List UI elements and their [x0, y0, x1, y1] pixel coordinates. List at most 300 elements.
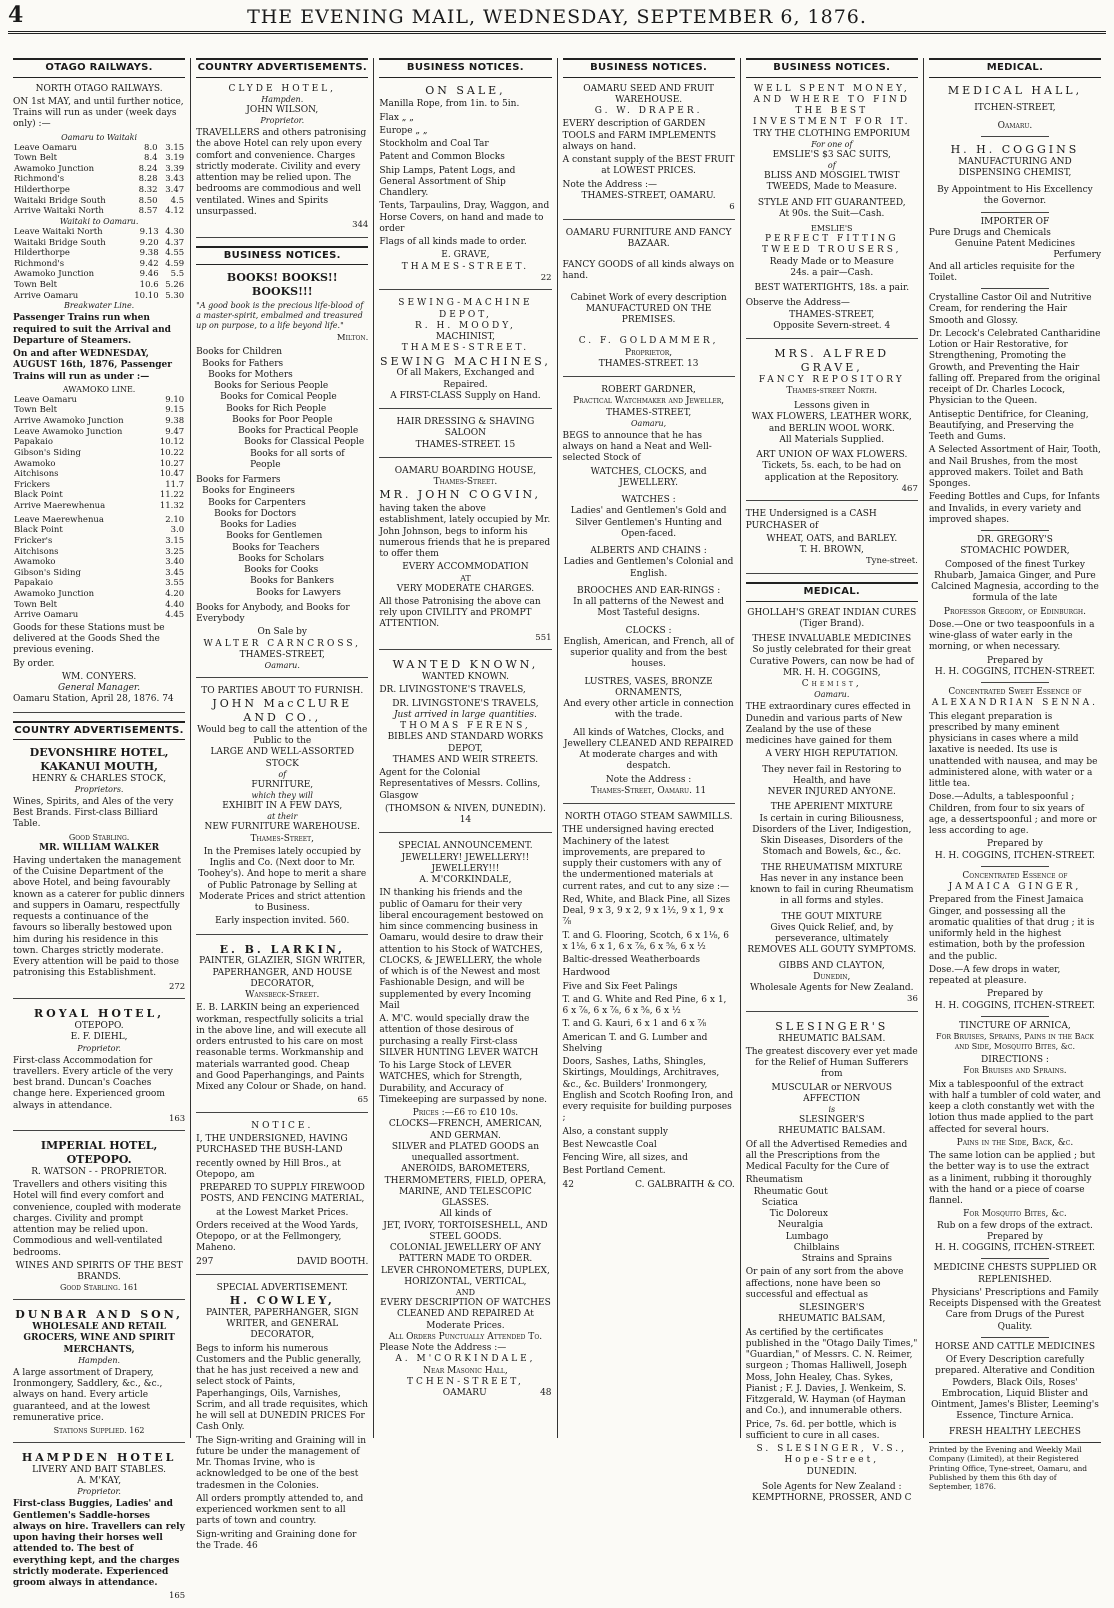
- ad-text: They never fail in Restoring to Health, and have: [762, 764, 902, 786]
- ad-text: AND: [455, 1288, 476, 1297]
- jewellery-ad: [379, 841, 551, 1405]
- medical-hall-ad: [929, 84, 1101, 1498]
- ad-text: THE extraordinary cures effected in Dunedin and various parts of New Zealand by the use of these medicines have gained for them: [745, 702, 911, 746]
- section-head: BUSINESS NOTICES.: [746, 58, 918, 78]
- ad-text: So justly celebrated for their great Curative Powers, can now be had of: [749, 645, 914, 667]
- section-head: BUSINESS NOTICES.: [196, 246, 368, 266]
- ad-text: Orders received at the Wood Yards, Otepopo, or at the Fellmongery, Maheno.: [196, 1220, 359, 1254]
- list-item: T. and G. Flooring, Scotch, 6 x 1⅛, 6 x 1⅛, 6 x 1, 6 x ⅞, 6 x ⅝, 6 x ½: [562, 930, 729, 952]
- column-6: [924, 58, 1106, 1492]
- ad-text: Or pain of any sort from the above affections, none have been so successful and effectual as: [745, 1267, 904, 1300]
- list-item: Sciatica: [761, 1197, 799, 1208]
- ad-text: ART UNION OF WAX FLOWERS.: [756, 450, 908, 460]
- ad-text: having taken the above establishment, lately occupied by Mr. John Johnson, begs to inform his numerous friends that he is prepared to offer them: [379, 504, 551, 560]
- ad-text: For Mosquito Bites, &c.: [963, 1209, 1067, 1220]
- timetable-row: Town Belt 8.4 3.19: [14, 153, 185, 164]
- list-item: Dr. Lecock's Celebrated Cantharidine Lotion or Hair Restorative, for Strengthening, Promoting the Growth, and Preventing the Hair falling off. Prepared from the original receipt of Dr. Charles Locock, Physician to the Queen.: [928, 328, 1101, 407]
- list-item: Europe „ „: [379, 125, 428, 136]
- list-item: Manilla Rope, from 1in. to 5in.: [379, 99, 520, 110]
- ad-text: And all articles requisite for the Toilet.: [928, 261, 1075, 283]
- ad-text: Stations Supplied. 162: [53, 1426, 145, 1436]
- ad-text: 24s. a pair—Cash.: [790, 267, 874, 278]
- list-item: Tents, Tarpaulins, Dray, Waggon, and Horse Covers, on hand and made to order: [379, 201, 550, 234]
- list-item: Feeding Bottles and Cups, for Infants and Invalids, in every variety and improved shapes.: [928, 492, 1100, 525]
- larkin-ad: [196, 943, 368, 1113]
- ad-trade: Practical Watchmaker and Jeweller,: [573, 396, 725, 407]
- ad-street: THAMES AND WEIR STREETS.: [392, 754, 539, 765]
- ad-sub: ALBERTS AND CHAINS :: [590, 546, 707, 557]
- ad-text: Passenger Trains run when required to suit the Arrival and Departure of Steamers.: [13, 313, 171, 346]
- list-item: Best Portland Cement.: [562, 1166, 666, 1177]
- ad-sub: LUSTRES, VASES, BRONZE ORNAMENTS,: [584, 676, 713, 698]
- ad-text: The same lotion can be applied ; but the better way is to use the extract as a liniment, rubbing it thoroughly with the hand or a piece of coarse flannel.: [928, 1151, 1096, 1206]
- ad-text: Concentrated Essence of: [962, 870, 1068, 881]
- ad-text: Travellers and others visiting this Hotel will find every comfort and convenience, coupled with moderate charges. Civility and prompt attention may be relied upon. Commodious and well-ventilated bedrooms.: [13, 1180, 181, 1258]
- ad-role: Proprietor.: [77, 1043, 121, 1053]
- ad-text: DIRECTIONS :: [981, 1055, 1049, 1065]
- list-item: Hardwood: [562, 968, 611, 979]
- cowley-ad: [196, 1283, 368, 1560]
- ad-text: EMSLIE'S $3 SAC SUITS,: [772, 149, 891, 160]
- ad-text: Prepared by: [986, 989, 1043, 1000]
- list-item: Books for Cooks: [244, 565, 319, 575]
- timetable-row: Awamoko Junction 4.20: [14, 589, 185, 599]
- royal-hotel-ad: [13, 1007, 185, 1131]
- ad-owner: MR. H. H. COGGINS,: [782, 667, 881, 678]
- list-item: Books for Bankers: [250, 576, 334, 587]
- ad-text: Wholesale Agents for New Zealand.: [750, 983, 914, 993]
- ad-text: Of all the Advertised Remedies and all the Prescriptions from the Medical Faculty for the Cure of: [745, 1139, 908, 1173]
- ad-text: Good Stabling.: [68, 832, 130, 842]
- ad-title: NOTICE.: [251, 1120, 314, 1131]
- ad-role: Proprietor.: [260, 116, 305, 125]
- timetable-row: Papakaio 10.12: [14, 437, 185, 448]
- timetable-row: Awamoko Junction 9.46 5.5: [14, 269, 185, 280]
- ad-text: EMSLIE'S: [811, 224, 853, 233]
- list-item: Books for all sorts of People: [250, 448, 345, 470]
- ad-text: HORSE AND CATTLE MEDICINES: [934, 1341, 1096, 1352]
- ad-street: TCHEN-STREET,: [407, 1376, 524, 1387]
- list-item: Flax „ „: [379, 112, 414, 123]
- ad-head: TO PARTIES ABOUT TO FURNISH.: [201, 686, 364, 696]
- timetable-row: Town Belt 4.40: [14, 599, 185, 610]
- ad-text: A. M'C. would specially draw the attention of those desirous of purchasing a really First-class SILVER HUNTING LEVER WATCH: [379, 1014, 539, 1058]
- ad-trade: WHOLESALE AND RETAIL GROCERS, WINE AND SPIRIT MERCHANTS,: [23, 1322, 175, 1355]
- ad-text: This elegant preparation is prescribed by many eminent physicians in cases where a mild laxative is needed. Its use is unattended with nausea, and may be administered alone, with water or a little tea.: [928, 711, 1098, 789]
- timetable-row: Arrive Maerewhenua 11.32: [14, 501, 185, 511]
- quote-author: Milton.: [336, 332, 369, 343]
- ad-text: A large assortment of Drapery, Ironmongery, Saddlery, &c., &c., always on hand. Every article guaranteed, and at the lowest remunerative price.: [13, 1367, 163, 1423]
- ad-text: All orders promptly attended to, and experienced workmen sent to all parts of town and country.: [196, 1493, 364, 1527]
- ad-text: By Appointment to His Excellency the Governor.: [937, 185, 1093, 207]
- ad-text: For Bruises and Sprains.: [963, 1066, 1067, 1077]
- ad-text: Having undertaken the management of the Cuisine Department of the above Hotel, and being favourably known as a caterer for public dinners and suppers in Oamaru, respectfully requests a continuance of the favours so liberally bestowed upon him during his residence in this town. Charges strictly moderate. Every attention will be paid to those patronising this Establishment.: [13, 855, 185, 979]
- ad-title: CLYDE HOTEL,: [228, 83, 337, 94]
- timetable-row: Leave Awamoko Junction 9.47: [14, 426, 185, 437]
- ad-street: THAMES-STREET,: [789, 309, 875, 320]
- ad-street: THAMES-STREET.: [401, 343, 530, 354]
- ad-role: Proprietor.: [77, 1487, 121, 1497]
- ad-text: WATCHES, CLOCKS, and JEWELLERY.: [590, 466, 707, 488]
- ad-street: THAMES-STREET.: [401, 261, 530, 272]
- ad-text: The Sign-writing and Graining will in future be under the management of Mr. Thomas Irvine, who is acknowledged to be one of the best tradesmen in the Colonies.: [196, 1435, 367, 1491]
- list-item: Books for Rich People: [226, 403, 327, 414]
- list-item: Books for Fathers: [202, 358, 284, 369]
- ad-sub: BROOCHES AND EAR-RINGS :: [576, 585, 721, 596]
- list-item: Five and Six Feet Palings: [562, 981, 678, 992]
- ad-text: Early inspection invited. 560.: [215, 916, 350, 927]
- ad-text: SLESINGER'S: [799, 1303, 865, 1314]
- ad-text: Has never in any instance been known to fail in curing Rheumatism in all forms and styles.: [750, 873, 914, 907]
- ad-title: GHOLLAH'S GREAT INDIAN CURES: [747, 607, 917, 618]
- ad-text: Of Every Description carefully prepared. Alterative and Condition Powders, Black Oils, Roses' Embrocation, Liquid Blister and Ointment, James's Blister, Leeming's Essence, Tincture Arnica.: [931, 1355, 1099, 1422]
- section-head: BUSINESS NOTICES.: [563, 58, 735, 78]
- ad-title: JOHN MacCLURE AND CO.,: [212, 697, 353, 724]
- ad-text: KEMPTHORNE, PROSSER, AND C: [752, 1493, 912, 1504]
- ad-text: Dose.—One or two teaspoonfuls in a wine-glass of water early in the morning, or when necessary.: [928, 619, 1095, 653]
- ad-text: is: [828, 1105, 836, 1115]
- list-item: Antiseptic Dentifrice, for Cleaning, Beautifying, and Preserving the Teeth and Gums.: [928, 409, 1089, 442]
- ad-owner: A. M'CORKINDALE,: [419, 875, 512, 885]
- ad-owner: A. M'CORKINDALE,: [395, 1354, 536, 1365]
- ad-text: At 90s. the Suit—Cash.: [779, 208, 885, 219]
- section-head: BUSINESS NOTICES.: [379, 58, 551, 78]
- ad-text: Physicians' Prescriptions and Family Receipts Dispensed with the Greatest Care from Drugs of the Purest Quality.: [928, 1287, 1102, 1332]
- ad-text: In the Premises lately occupied by Inglis and Co. (Next door to Mr. Toohey's). And hope to merit a share of Public Patronage by Selling at Moderate Prices and strict attention to Business.: [198, 846, 367, 913]
- ad-ref: 22: [540, 272, 552, 283]
- ad-text: Cabinet Work of every description: [570, 292, 727, 303]
- ad-owner: E. F. DIEHL,: [70, 1032, 128, 1043]
- ad-text: BLISS AND MOSGIEL TWIST TWEEDS, Made to Measure.: [764, 171, 900, 193]
- ad-owner: R. WATSON - - PROPRIETOR.: [31, 1166, 167, 1177]
- ad-text: WINES AND SPIRITS OF THE BEST BRANDS.: [15, 1260, 183, 1283]
- ad-text: Gives Quick Relief, and, by perseverance, ultimately: [770, 922, 894, 944]
- ad-text: Lessons given in: [793, 401, 870, 411]
- list-item: Books for Lawyers: [256, 587, 341, 598]
- clyde-hotel-ad: [196, 84, 368, 238]
- ad-text: of: [278, 769, 287, 779]
- ad-ref: 467: [901, 483, 918, 494]
- boarding-house-ad: [379, 466, 551, 650]
- ad-street: Hope-Street,: [784, 1455, 880, 1466]
- ad-text: NEVER INJURED ANYONE.: [767, 787, 896, 797]
- ad-text: DR. LIVINGSTONE'S TRAVELS,: [379, 685, 526, 696]
- ad-text: A constant supply of the BEST FRUIT at LOWEST PRICES.: [562, 155, 735, 177]
- ad-title: MEDICAL HALL,: [947, 83, 1083, 97]
- ad-title: HAMPDEN HOTEL: [21, 1451, 177, 1465]
- ad-text: Prepared by: [986, 1231, 1043, 1242]
- furniture-ad: [196, 686, 368, 935]
- ad-trade: MACHINIST,: [435, 332, 495, 343]
- ad-title: MRS. ALFRED GRAVE,: [774, 347, 890, 374]
- timetable-row: Town Belt 9.15: [14, 405, 185, 416]
- column-2: [191, 58, 374, 1551]
- ad-text: EXHIBIT IN A FEW DAYS,: [222, 801, 343, 811]
- ad-ref: 65: [357, 1095, 369, 1106]
- ad-text: THESE INVALUABLE MEDICINES: [752, 634, 912, 644]
- ad-text: MANUFACTURED ON THE PREMISES.: [585, 303, 712, 326]
- ad-place: Oamaru.: [814, 690, 850, 700]
- timetable-row: Awamoko Junction 8.24 3.39: [14, 163, 185, 174]
- ad-ref: 344: [352, 220, 369, 230]
- ad-text: BEST WATERTIGHTS, 18s. a pair.: [754, 283, 910, 293]
- ad-text: A FIRST-CLASS Supply on Hand.: [390, 390, 541, 401]
- ad-place: OAMARU 48: [442, 1388, 552, 1398]
- ad-text: All Orders Punctually Attended To.: [388, 1331, 543, 1342]
- ad-title: OAMARU FURNITURE AND FANCY BAZAAR.: [565, 227, 732, 249]
- timetable-row: Black Point 3.0: [14, 525, 185, 536]
- wanted-known-ad: [379, 658, 551, 833]
- list-item: Best Newcastle Coal: [562, 1139, 657, 1150]
- ad-trade: MANUFACTURING AND DISPENSING CHEMIST,: [958, 156, 1072, 178]
- list-item: Books for Doctors: [214, 508, 297, 519]
- list-item: Books for Carpenters: [208, 497, 306, 508]
- ad-signature: 297 DAVID BOOTH.: [196, 1256, 369, 1267]
- ad-text: RHEUMATIC BALSAM.: [778, 1126, 886, 1137]
- ad-text: Thames-Street,: [250, 833, 315, 844]
- ad-sub: BIBLES AND STANDARD WORKS DEPOT,: [387, 732, 544, 754]
- ad-text: Is certain in curing Biliousness, Disorders of the Liver, Indigestion, Skin Diseases, Disorders of the Stomach and Bowels, &c., &c.: [752, 813, 912, 858]
- furniture-bazaar-ad: [563, 228, 735, 378]
- ad-street: THAMES-STREET. 13: [598, 358, 699, 369]
- ad-role: Chemist,: [801, 679, 862, 689]
- list-item: Books for Poor People: [232, 414, 333, 425]
- ad-text: Prices :—£6 to £10 10s.: [412, 1108, 519, 1118]
- ad-owner: S. SLESINGER, V.S.,: [756, 1444, 908, 1455]
- ad-text: Tickets, 5s. each, to be had on application at the Repository.: [762, 461, 902, 483]
- ad-title: ROYAL HOTEL,: [34, 1007, 165, 1021]
- ad-place: Dunedin,: [813, 971, 851, 982]
- timetable: [13, 227, 185, 301]
- ad-signature: 42 C. GALBRAITH & CO.: [562, 1179, 735, 1190]
- timetable-row: Black Point 11.22: [14, 490, 185, 501]
- ad-owner: JOHN WILSON,: [246, 104, 319, 115]
- booth-notice-ad: [196, 1121, 368, 1275]
- ad-text: TRY THE CLOTHING EMPORIUM: [753, 128, 911, 139]
- list-item: Ship Lamps, Patent Logs, and General Assortment of Ship Chandlery.: [379, 165, 516, 198]
- timetable: [13, 515, 185, 621]
- list-item: Rheumatic Gout: [753, 1186, 828, 1197]
- list-item: Books for Comical People: [220, 392, 337, 403]
- ad-sub: THE APERIENT MIXTURE: [770, 802, 893, 813]
- list-item: Crystalline Castor Oil and Nutritive Cream, for rendering the Hair Smooth and Glossy.: [928, 293, 1092, 326]
- ad-text: EVERY DESCRIPTION OF WATCHES CLEANED AND REPAIRED At Moderate Prices.: [380, 1298, 551, 1331]
- ad-title: IMPERIAL HOTEL, OTEPOPO.: [40, 1139, 158, 1167]
- fancy-repository-ad: [746, 347, 918, 501]
- ad-text: LEVER CHRONOMETERS, DUPLEX, HORIZONTAL, VERTICAL,: [381, 1265, 550, 1287]
- ad-text: To his Large Stock of LEVER WATCHES, which for Strength, Durability, and Accuracy of Timekeeping are surpassed by none.: [379, 1061, 548, 1105]
- ad-text: First-class Accommodation for travellers. Every article of the very best brand. Duncan's Coaches change here. Experienced groom always in attendance.: [13, 1055, 173, 1111]
- column-4: [558, 58, 741, 1438]
- table-title: AWAMOKO LINE.: [62, 384, 136, 394]
- sale-items: [379, 99, 551, 248]
- ad-text: THE Undersigned is a CASH PURCHASER of: [745, 509, 877, 531]
- ad-owner: E. GRAVE,: [441, 250, 490, 261]
- ad-place: Hampden.: [261, 94, 304, 104]
- ad-text: RHEUMATIC BALSAM,: [778, 1314, 886, 1325]
- books-list: [196, 347, 368, 471]
- ad-text: Dose.—A few drops in water, repeated at pleasure.: [928, 964, 1061, 986]
- ad-text: Sole Agents for New Zealand :: [762, 1481, 902, 1492]
- timetable-row: Arrive Oamaru 4.45: [14, 610, 185, 621]
- list-item: Books for Practical People: [238, 426, 359, 436]
- masthead: [8, 4, 1106, 34]
- dateline: Oamaru Station, April 28, 1876. 74: [13, 694, 174, 705]
- timetable-row: Gibson's Siding 3.45: [14, 567, 185, 578]
- ghollah-ad: [746, 608, 918, 1012]
- list-item: Lumbago: [785, 1231, 829, 1242]
- columns: [8, 58, 1106, 1602]
- ad-street: Tyne-street.: [865, 556, 918, 567]
- ad-ref: 272: [168, 981, 186, 992]
- list-item: Strains and Sprains: [801, 1254, 892, 1265]
- ad-text: EVERY ACCOMMODATION: [402, 562, 529, 573]
- list-item: Fencing Wire, all sizes, and: [562, 1153, 688, 1164]
- ad-owner: HENRY & CHARLES STOCK,: [32, 773, 167, 784]
- page-number: 4: [8, 2, 24, 28]
- list-item: Neuralgia: [777, 1220, 824, 1231]
- timetable-row: Arrive Oamaru 10.10 5.30: [14, 290, 185, 301]
- list-item: Books for Gentlemen: [226, 531, 323, 542]
- railway-ad: [13, 84, 185, 713]
- ad-sub: FANCY REPOSITORY: [758, 374, 905, 385]
- ad-text: IN thanking his friends and the public of Oamaru for their very liberal encouragement bestowed on him since commencing business in Oamaru, would desire to draw their attention to his Stock of WATCHES, CLOCKS, & JEWELLERY, the whole of which is of the Newest and most Fashionable Design, and will be supplemented by every Incoming Mail: [379, 888, 544, 1011]
- ad-owner: H. H. COGGINS, ITCHEN-STREET.: [934, 1000, 1096, 1011]
- list-item: Books for Engineers: [202, 486, 295, 497]
- ad-text: Note the Address :—: [562, 179, 657, 190]
- ad-owner: C. F. GOLDAMMER,: [578, 336, 719, 347]
- timetable-row: Leave Maerewhenua 2.10: [14, 514, 185, 525]
- ad-text: WHEAT, OATS, and BARLEY.: [766, 533, 898, 544]
- hampden-hotel-ad: [13, 1451, 185, 1608]
- list-item: Chilblains: [793, 1242, 840, 1253]
- ad-text: Wines, Spirits, and Ales of the very Best Brands. First-class Billiard Table.: [13, 796, 174, 830]
- ad-owner: ROBERT GARDNER,: [601, 385, 696, 396]
- ad-text: In all patterns of the Newest and Most Tasteful designs.: [573, 597, 725, 619]
- ad-text: All Materials Supplied.: [779, 434, 885, 445]
- masthead-title: THE EVENING MAIL, WEDNESDAY, SEPTEMBER 6, 1876.: [247, 6, 867, 28]
- ailments-list: [746, 1175, 918, 1265]
- list-item: Books for Farmers: [196, 475, 281, 485]
- ad-text: which they will: [251, 791, 313, 800]
- ad-text: PERFECT FITTING TWEED TROUSERS,: [762, 234, 902, 256]
- ad-trade: PAINTER, PAPERHANGER, SIGN WRITER, and GENERAL DECORATOR,: [205, 1307, 359, 1341]
- ad-text: at their: [267, 812, 298, 822]
- ad-owner: GIBBS AND CLAYTON,: [778, 960, 885, 971]
- ad-sub: CLOCKS :: [625, 625, 672, 636]
- ad-text: ON 1st MAY, and until further notice, Trains will run as under (week days only) :—: [13, 96, 184, 130]
- ad-text: VERY MODERATE CHARGES.: [396, 583, 535, 594]
- ad-text: Just arrived in large quantities.: [393, 709, 537, 720]
- ad-text: STYLE AND FIT GUARANTEED,: [757, 197, 906, 208]
- timetable-row: Leave Oamaru 9.10: [14, 394, 185, 405]
- ad-text: Composed of the finest Turkey Rhubarb, Jamaica Ginger, and Pure Calcined Magnesia, according to the formula of the late: [931, 559, 1099, 604]
- section-head: MEDICAL.: [746, 582, 918, 602]
- ad-title: SLESINGER'S: [775, 1019, 889, 1033]
- ad-text: On Sale by: [257, 627, 307, 638]
- timetable-row: Aitchisons 3.25: [14, 546, 185, 557]
- ad-text: All kinds of Watches, Clocks, and Jewellery CLEANED AND REPAIRED At moderate charges and with despatch.: [563, 727, 734, 772]
- ad-quote: "A good book is the precious life-blood of a master-spirit, embalmed and treasured up on purpose, to a life beyond life.": [196, 300, 364, 330]
- ad-text: Sign-writing and Graining done for the Trade. 46: [196, 1529, 357, 1551]
- ad-title: WANTED KNOWN,: [392, 658, 539, 672]
- ad-head: SPECIAL ADVERTISEMENT.: [216, 1282, 348, 1293]
- ad-owner: THOMAS FERENS,: [400, 721, 531, 731]
- ad-text: MUSCULAR or NERVOUS AFFECTION: [771, 1082, 893, 1104]
- ad-sub: For Bruises, Sprains, Pains in the Back and Side, Mosquito Bites, &c.: [936, 1032, 1094, 1051]
- ad-text: ANEROIDS, BAROMETERS, THERMOMETERS, FIELD, OPERA, MARINE, AND TELESCOPIC GLASSES.: [384, 1164, 547, 1208]
- ad-text: Mix a tablespoonful of the extract with half a tumbler of cold water, and keep a cloth constantly wet with the lotion thus made applied to the part affected for several hours.: [928, 1079, 1101, 1135]
- ad-title: ALEXANDRIAN SENNA.: [931, 698, 1099, 709]
- ad-text: PREPARED TO SUPPLY FIREWOOD POSTS, AND FENCING MATERIAL,: [199, 1183, 365, 1205]
- ad-text: MEDICINE CHESTS SUPPLIED OR REPLENISHED.: [933, 1263, 1097, 1285]
- ad-text: Agent for the Colonial Representatives of Messrs. Collins, Glasgow: [379, 768, 541, 801]
- ad-text: Price, 7s. 6d. per bottle, which is sufficient to cure in all cases.: [745, 1419, 897, 1441]
- ad-text: Observe the Address—: [745, 298, 850, 309]
- list-item: Books for Children: [196, 347, 283, 358]
- column-5: [741, 58, 924, 1504]
- ad-ref: 165: [168, 1591, 186, 1602]
- sawmill-items: [563, 895, 735, 1178]
- ad-sub: WATCHES :: [621, 495, 676, 506]
- hairdressing-ad: [379, 417, 551, 458]
- table-title: Waitaki to Oamaru.: [59, 216, 139, 226]
- table-title: Breakwater Line.: [63, 301, 135, 311]
- ad-owner: H. H. COGGINS, ITCHEN-STREET.: [934, 666, 1096, 677]
- ad-text: Rub on a few drops of the extract.: [937, 1220, 1093, 1231]
- ad-text: Pains in the Side, Back, &c.: [956, 1137, 1074, 1148]
- timetable-row: Awamoko 3.40: [14, 557, 185, 568]
- list-item: Books for Teachers: [232, 542, 320, 553]
- ad-sub: THE RHEUMATISM MIXTURE: [761, 862, 903, 873]
- ad-street: Opposite Severn-street. 4: [773, 320, 891, 331]
- books-ad: [196, 271, 368, 678]
- ad-text: of: [827, 161, 836, 170]
- ad-title: E. B. LARKIN,: [219, 942, 345, 956]
- ad-text: Genuine Patent Medicines: [954, 239, 1075, 249]
- ad-owner: G. W. DRAPER.: [594, 106, 703, 116]
- ad-street: THAMES-STREET,: [605, 407, 692, 418]
- ad-title: H. COWLEY,: [229, 1294, 335, 1308]
- ad-text: EVERY description of GARDEN TOOLS and FARM IMPLEMENTS always on hand.: [562, 119, 717, 152]
- slesinger-ad: [746, 1020, 918, 1511]
- ad-ref: 163: [168, 1113, 186, 1124]
- ad-text: Perfumery: [1053, 250, 1102, 261]
- ad-text: Goods for these Stations must be delivered at the Goods Shed the previous evening.: [13, 622, 165, 656]
- list-item: Patent and Common Blocks: [379, 152, 505, 163]
- list-item: Books for Classical People: [244, 437, 365, 448]
- ad-text: I, THE UNDERSIGNED, HAVING PURCHASED THE BUSH-LAND: [196, 1134, 348, 1156]
- ad-text: FURNITURE,: [251, 779, 314, 790]
- toilet-items: [929, 293, 1101, 526]
- ad-owner: MR. WILLIAM WALKER: [39, 842, 160, 853]
- ad-sub: SEWING MACHINES,: [379, 354, 551, 368]
- timetable-row: Arrive Awamoko Junction 9.38: [14, 416, 185, 426]
- dunbar-ad: [13, 1308, 185, 1443]
- ad-title: SEWING-MACHINE DEPOT,: [398, 298, 533, 320]
- timetable-row: Waitaki Bridge South 9.20 4.37: [14, 237, 185, 248]
- ad-text: English, American, and French, all of superior quality and from the best houses.: [563, 636, 734, 670]
- ad-text: The greatest discovery ever yet made for the Relief of Human Sufferers from: [745, 1046, 918, 1080]
- ad-text: Prepared by: [986, 655, 1043, 666]
- ad-title: ON SALE,: [425, 83, 506, 97]
- ad-text: SLESINGER'S: [799, 1115, 865, 1126]
- ad-text: WAX FLOWERS, LEATHER WORK, and BERLIN WOOL WORK.: [751, 412, 912, 434]
- ad-title: NORTH OTAGO STEAM SAWMILLS.: [564, 812, 733, 823]
- ad-owner: H. H. COGGINS, ITCHEN-STREET.: [934, 1243, 1096, 1253]
- ad-text: (THOMSON & NIVEN, DUNEDIN). 14: [384, 803, 546, 825]
- moody-ad: [379, 298, 551, 409]
